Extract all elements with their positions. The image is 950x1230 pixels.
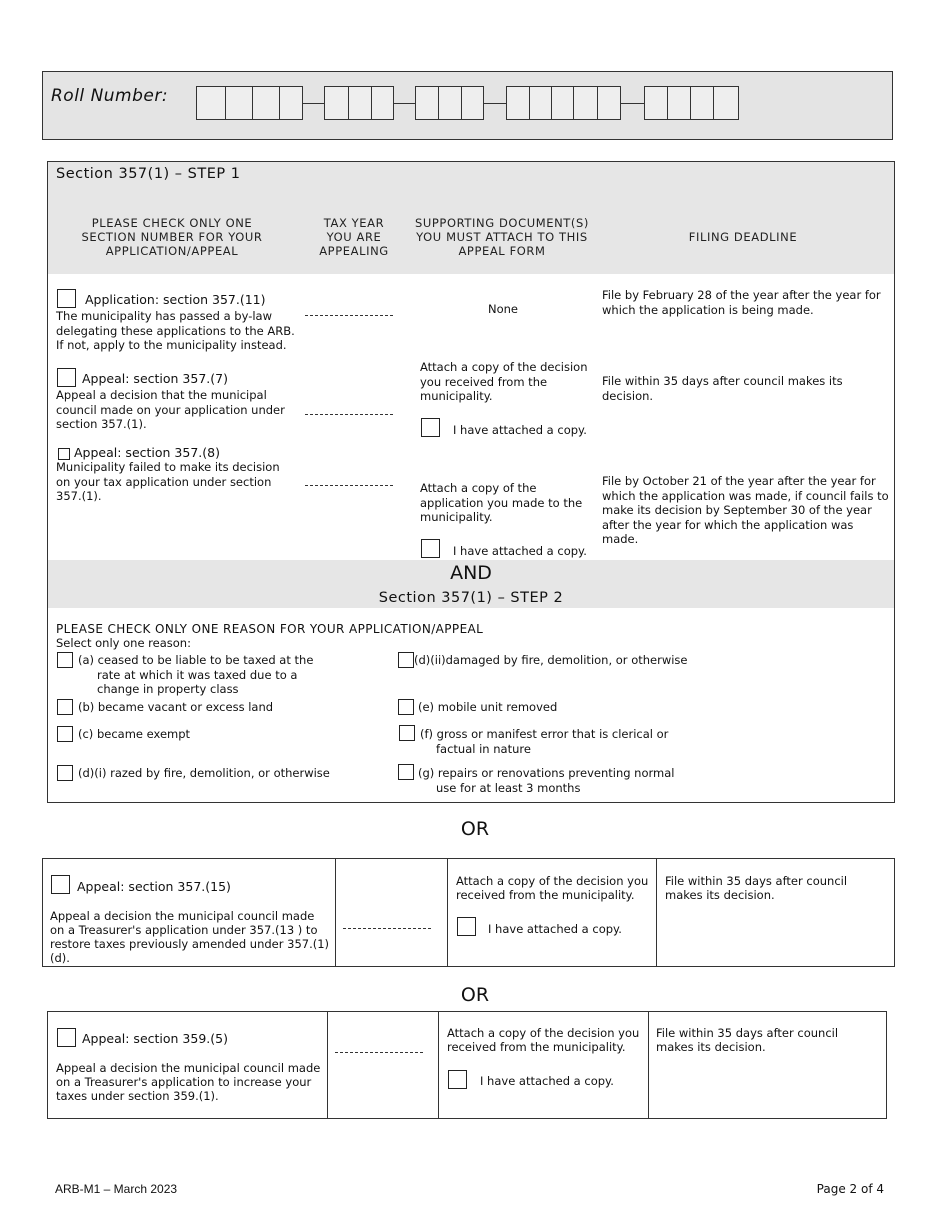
roll-number-separator	[302, 103, 325, 104]
step2-title: Section 357(1) – STEP 2	[378, 590, 564, 606]
tax-year-field[interactable]	[305, 485, 393, 486]
row-document: Attach a copy of the decision you received from the municipality.	[456, 874, 649, 902]
row-description: Appeal a decision the municipal council made on a Treasurer's application under 357.(13 ) to restore taxes previously amended under 357.(1)(d).	[50, 909, 330, 965]
attached-label: I have attached a copy.	[453, 423, 587, 437]
row-description: Appeal a decision the municipal council made on a Treasurer's application to increase your taxes under section 359.(1).	[56, 1061, 321, 1103]
checkbox-attached-copy[interactable]	[448, 1070, 467, 1089]
attached-label: I have attached a copy.	[488, 922, 622, 936]
or-divider: OR	[460, 818, 490, 840]
appeal-359-5-table	[47, 1011, 887, 1119]
reason-f-label: (f) gross or manifest error that is clerical or factual in nature	[420, 727, 669, 756]
reason-a-label: (a) ceased to be liable to be taxed at the rate at which it was taxed due to a change in property class	[78, 653, 314, 696]
checkbox-reason-d-i[interactable]	[57, 765, 73, 781]
checkbox-reason-a[interactable]	[57, 652, 73, 668]
row-document: Attach a copy of the decision you received from the municipality.	[420, 360, 588, 403]
header-supporting-documents: SUPPORTING DOCUMENT(S) YOU MUST ATTACH TO THIS APPEAL FORM	[414, 216, 590, 258]
roll-number-digit[interactable]	[551, 86, 574, 120]
column-divider	[648, 1012, 649, 1118]
checkbox-reason-b[interactable]	[57, 699, 73, 715]
roll-number-digit[interactable]	[713, 86, 739, 120]
row-title: Application: section 357.(11)	[85, 292, 266, 307]
appeal-357-15-table	[42, 858, 895, 967]
roll-number-digit[interactable]	[644, 86, 668, 120]
row-document: Attach a copy of the application you made to the municipality.	[420, 481, 583, 524]
column-divider	[327, 1012, 328, 1118]
checkbox-attached-copy[interactable]	[457, 917, 476, 936]
step1-title: Section 357(1) – STEP 1	[56, 166, 241, 182]
tax-year-field[interactable]	[305, 414, 393, 415]
row-deadline: File within 35 days after council makes its decision.	[656, 1026, 839, 1054]
roll-number-digit[interactable]	[324, 86, 349, 120]
reason-b-label: (b) became vacant or excess land	[78, 700, 274, 714]
roll-number-digit[interactable]	[252, 86, 280, 120]
roll-number-separator	[393, 103, 416, 104]
roll-number-digit[interactable]	[279, 86, 303, 120]
checkbox-appeal-357-7[interactable]	[57, 368, 76, 387]
checkbox-appeal-359-5[interactable]	[57, 1028, 76, 1047]
header-tax-year: TAX YEAR YOU ARE APPEALING	[319, 216, 389, 258]
roll-number-separator	[483, 103, 507, 104]
row-title: Appeal: section 357.(8)	[74, 445, 220, 460]
checkbox-reason-f[interactable]	[399, 725, 415, 741]
row-title: Appeal: section 359.(5)	[82, 1031, 228, 1046]
row-document: Attach a copy of the decision you received from the municipality.	[447, 1026, 640, 1054]
checkbox-reason-c[interactable]	[57, 726, 73, 742]
checkbox-appeal-357-15[interactable]	[51, 875, 70, 894]
roll-number-digit[interactable]	[196, 86, 226, 120]
step1-step2-panel	[47, 161, 895, 803]
roll-number-digit[interactable]	[529, 86, 552, 120]
column-divider	[335, 859, 336, 966]
roll-number-digit[interactable]	[371, 86, 394, 120]
footer-page-number: Page 2 of 4	[816, 1182, 884, 1196]
reason-g-label: (g) repairs or renovations preventing normal use for at least 3 months	[418, 766, 675, 795]
attached-label: I have attached a copy.	[453, 544, 587, 558]
roll-number-separator	[620, 103, 645, 104]
roll-number-digit[interactable]	[461, 86, 484, 120]
roll-number-digit[interactable]	[225, 86, 253, 120]
roll-number-digit[interactable]	[506, 86, 530, 120]
reason-d-ii-label: (d)(ii)damaged by fire, demolition, or otherwise	[414, 653, 688, 667]
roll-number-label: Roll Number:	[51, 86, 169, 106]
tax-year-field[interactable]	[305, 315, 393, 316]
step2-instruction: Select only one reason:	[56, 636, 191, 650]
checkbox-reason-g[interactable]	[398, 764, 414, 780]
checkbox-attached-copy[interactable]	[421, 539, 440, 558]
tax-year-field[interactable]	[343, 928, 431, 929]
reason-c-label: (c) became exempt	[78, 727, 191, 741]
roll-number-digit[interactable]	[690, 86, 714, 120]
or-divider: OR	[460, 984, 490, 1006]
checkbox-reason-d-ii[interactable]	[398, 652, 414, 668]
checkbox-appeal-357-8[interactable]	[58, 448, 70, 460]
row-description: The municipality has passed a by-law delegating these applications to the ARB. If not, apply to the municipality instead.	[56, 309, 295, 352]
row-title: Appeal: section 357.(15)	[77, 879, 231, 894]
row-deadline: File by February 28 of the year after the year for which the application is being made.	[602, 288, 881, 317]
row-description: Appeal a decision that the municipal council made on your application under section 357.(1).	[56, 388, 285, 431]
roll-number-digit[interactable]	[597, 86, 621, 120]
roll-number-digit[interactable]	[348, 86, 372, 120]
column-divider	[438, 1012, 439, 1118]
roll-number-digit[interactable]	[415, 86, 439, 120]
row-deadline: File within 35 days after council makes its decision.	[602, 374, 843, 403]
reason-d-i-label: (d)(i) razed by fire, demolition, or otherwise	[78, 766, 330, 780]
roll-number-digit[interactable]	[438, 86, 462, 120]
column-divider	[447, 859, 448, 966]
header-filing-deadline: FILING DEADLINE	[688, 230, 798, 244]
step2-heading: PLEASE CHECK ONLY ONE REASON FOR YOUR APPLICATION/APPEAL	[56, 622, 484, 636]
checkbox-attached-copy[interactable]	[421, 418, 440, 437]
row-description: Municipality failed to make its decision on your tax application under section 357.(1).	[56, 460, 280, 503]
checkbox-application-357-11[interactable]	[57, 289, 76, 308]
row-document: None	[488, 302, 519, 316]
row-deadline: File within 35 days after council makes its decision.	[665, 874, 848, 902]
checkbox-reason-e[interactable]	[398, 699, 414, 715]
column-divider	[656, 859, 657, 966]
roll-number-panel	[42, 71, 893, 140]
attached-label: I have attached a copy.	[480, 1074, 614, 1088]
header-section-number: PLEASE CHECK ONLY ONE SECTION NUMBER FOR YOUR APPLICATION/APPEAL	[81, 216, 263, 258]
roll-number-digit[interactable]	[667, 86, 691, 120]
row-deadline: File by October 21 of the year after the year for which the application was made, if council fails to make its decision by September 30 of the year after the year for which the application was made.	[602, 474, 889, 546]
tax-year-field[interactable]	[335, 1052, 423, 1053]
and-divider: AND	[450, 562, 492, 584]
row-title: Appeal: section 357.(7)	[82, 371, 228, 386]
roll-number-digit[interactable]	[573, 86, 598, 120]
reason-e-label: (e) mobile unit removed	[418, 700, 558, 714]
footer-form-id: ARB-M1 – March 2023	[55, 1182, 178, 1196]
